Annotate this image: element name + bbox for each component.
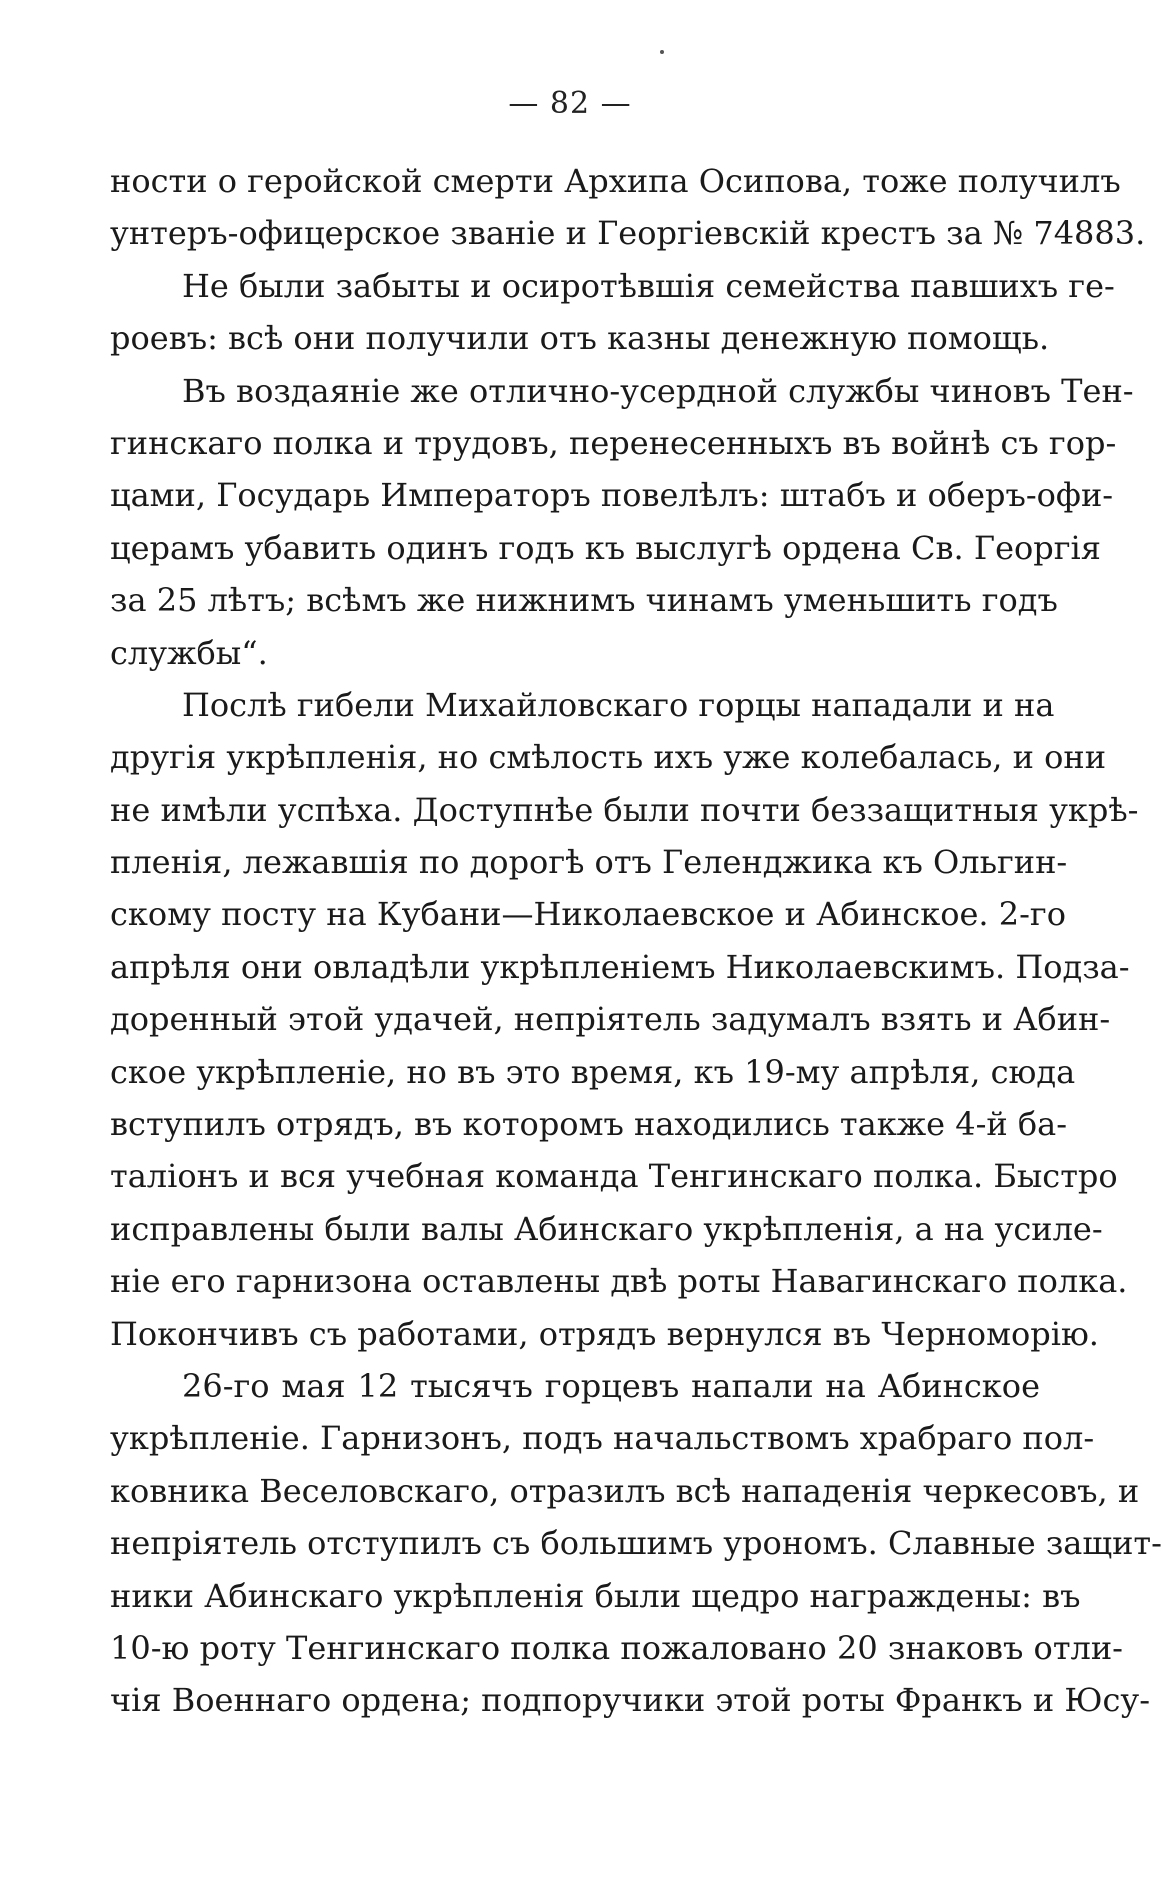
text-line: службы“. bbox=[110, 633, 268, 672]
text-line: ники Абинскаго укрѣпленія были щедро награждены: въ bbox=[110, 1576, 1081, 1615]
text-line: таліонъ и вся учебная команда Тенгинскаго полка. Быстро bbox=[110, 1157, 1118, 1196]
text-line: Покончивъ съ работами, отрядъ вернулся въ Черноморію. bbox=[110, 1314, 1099, 1353]
page-body bbox=[110, 155, 1162, 1727]
paragraph-first-line: Въ воздаяніе же отлично-усердной службы чиновъ Тен- bbox=[182, 371, 1134, 410]
text-line: скому посту на Кубани—Николаевское и Абинское. 2-го bbox=[110, 895, 1066, 934]
text-line: доренный этой удачей, непріятель задумалъ взять и Абин- bbox=[110, 1000, 1111, 1039]
text-line: укрѣпленіе. Гарнизонъ, подъ начальствомъ храбраго пол- bbox=[110, 1419, 1095, 1458]
text-line: ское укрѣпленіе, но въ это время, къ 19-му апрѣля, сюда bbox=[110, 1052, 1076, 1091]
text-line: церамъ убавить одинъ годъ къ выслугѣ ордена Св. Георгія bbox=[110, 528, 1101, 567]
text-line: не имѣли успѣха. Доступнѣе были почти беззащитныя укрѣ- bbox=[110, 790, 1139, 829]
text-line: ности о геройской смерти Архипа Осипова, тоже получилъ bbox=[110, 162, 1121, 200]
text-line: за 25 лѣтъ; всѣмъ же нижнимъ чинамъ уменьшить годъ bbox=[110, 581, 1058, 620]
text-line: исправлены были валы Абинскаго укрѣпленія, а на усиле- bbox=[110, 1209, 1103, 1248]
text-line: гинскаго полка и трудовъ, перенесенныхъ въ войнѣ съ гор- bbox=[110, 423, 1117, 462]
text-line: 10-ю роту Тенгинскаго полка пожаловано 20 знаковъ отли- bbox=[110, 1628, 1123, 1667]
paragraph-first-line: 26-го мая 12 тысячъ горцевъ напали на Абинское bbox=[182, 1366, 1040, 1405]
text-line: чія Военнаго ордена; подпоручики этой роты Франкъ и Юсу- bbox=[110, 1681, 1151, 1720]
printing-speck bbox=[660, 50, 664, 54]
text-line: непріятель отступилъ съ большимъ урономъ. Славные защит- bbox=[110, 1524, 1162, 1563]
text-line: другія укрѣпленія, но смѣлость ихъ уже колебалась, и они bbox=[110, 738, 1107, 777]
text-line: ніе его гарнизона оставлены двѣ роты Навагинскаго полка. bbox=[110, 1262, 1128, 1301]
text-line: роевъ: всѣ они получили отъ казны денежную помощь. bbox=[110, 319, 1050, 358]
text-line: цами, Государь Императоръ повелѣлъ: штабъ и оберъ-офи- bbox=[110, 476, 1114, 515]
text-line: апрѣля они овладѣли укрѣпленіемъ Николаевскимъ. Подза- bbox=[110, 947, 1130, 986]
paragraph-first-line: Не были забыты и осиротѣвшія семейства павшихъ ге- bbox=[182, 266, 1115, 305]
paragraph-first-line: Послѣ гибели Михайловскаго горцы нападали и на bbox=[182, 685, 1055, 724]
text-line: вступилъ отрядъ, въ которомъ находились также 4-й ба- bbox=[110, 1105, 1068, 1144]
page-number: — 82 — bbox=[508, 86, 632, 121]
text-line: ковника Веселовскаго, отразилъ всѣ нападенія черкесовъ, и bbox=[110, 1471, 1140, 1510]
text-line: унтеръ-офицерское званіе и Георгіевскій крестъ за № 74883. bbox=[110, 214, 1146, 253]
text-line: пленія, лежавшія по дорогѣ отъ Геленджика къ Ольгин- bbox=[110, 843, 1068, 882]
